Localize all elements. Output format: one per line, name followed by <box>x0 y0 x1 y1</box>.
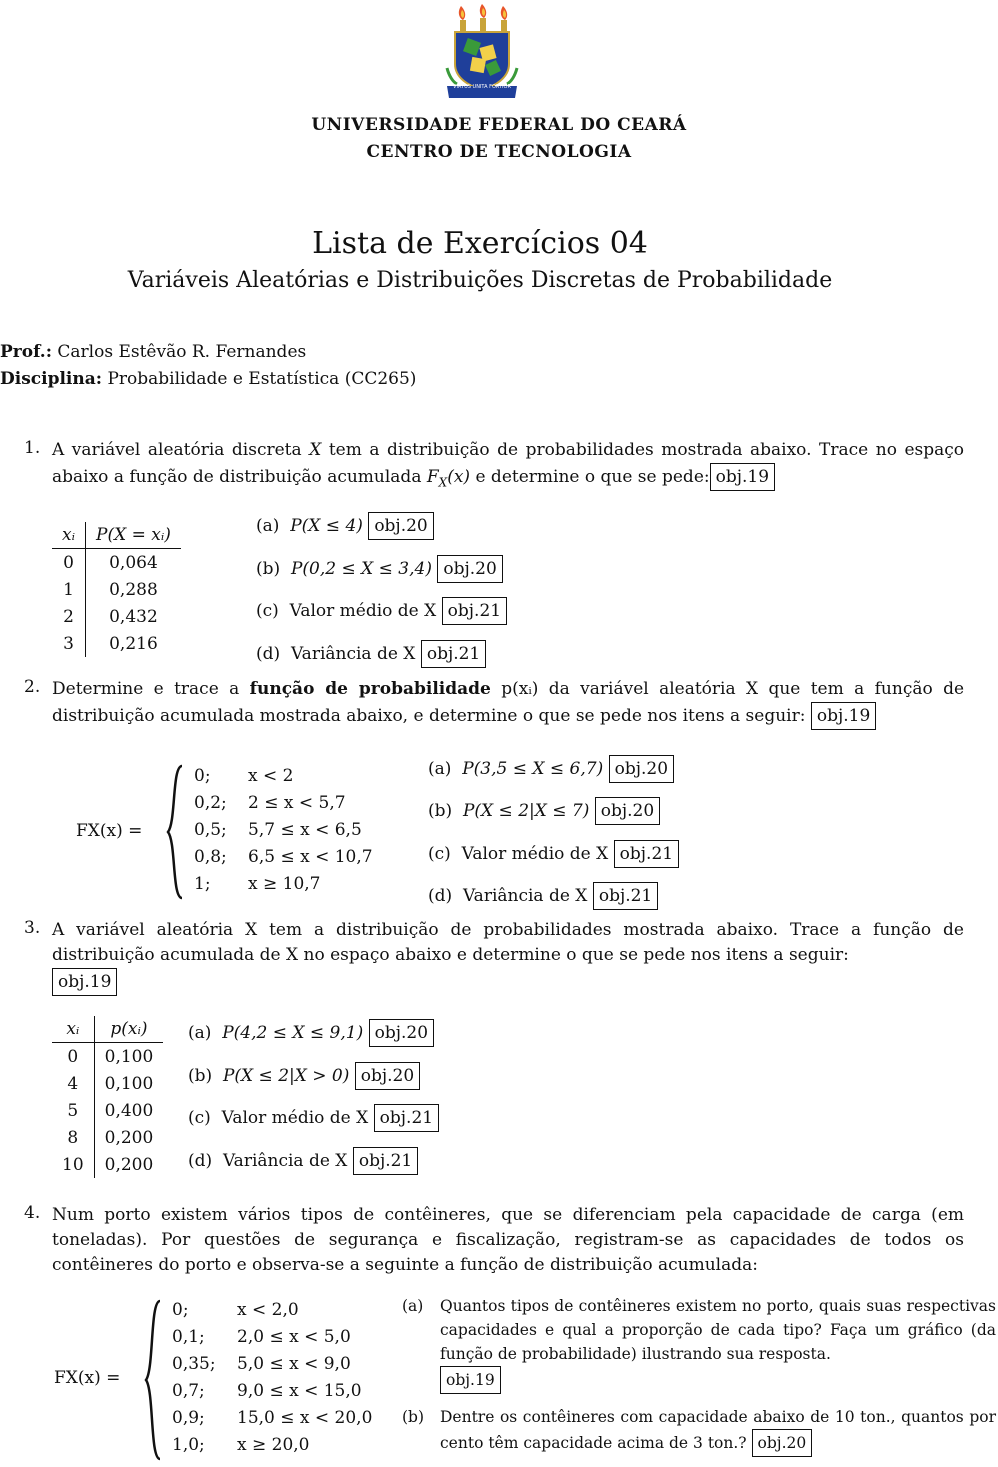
item-text: P(X ≤ 2|X > 0) <box>222 1066 350 1086</box>
q2-case-value: 1; <box>194 874 211 894</box>
table-cell: 2 <box>52 603 86 630</box>
item-label: (c) <box>428 844 451 864</box>
professor-line <box>0 342 306 362</box>
objective-badge: obj.21 <box>593 882 658 910</box>
q1-item-c <box>256 597 507 625</box>
q3-item-d <box>188 1147 418 1175</box>
q4-case-cond: 9,0 ≤ x < 15,0 <box>237 1381 362 1401</box>
center-name: CENTRO DE TECNOLOGIA <box>366 142 632 162</box>
objective-badge: obj.20 <box>437 555 502 583</box>
discipline-label: Disciplina: <box>0 369 103 389</box>
q4-case-cond: 2,0 ≤ x < 5,0 <box>237 1327 351 1347</box>
q4-case-cond: x ≥ 20,0 <box>237 1435 310 1455</box>
item-label: (c) <box>256 601 279 621</box>
q4-item-a <box>440 1294 996 1394</box>
q4-case-cond: 5,0 ≤ x < 9,0 <box>237 1354 351 1374</box>
q1-item-b <box>256 555 503 583</box>
item-label: (a) <box>256 516 280 536</box>
q2-item-b <box>428 797 660 825</box>
q2-case-value: 0,2; <box>194 793 227 813</box>
objective-badge: obj.21 <box>614 840 679 868</box>
q4-fx-label: FX(x) = <box>54 1368 121 1388</box>
item-label: (d) <box>428 886 453 906</box>
objective-badge: obj.20 <box>355 1062 420 1090</box>
q2-case-cond: x < 2 <box>248 766 294 786</box>
table-cell: 0,100 <box>104 1046 154 1067</box>
table-cell: 8 <box>52 1124 94 1151</box>
table-cell: 4 <box>52 1070 94 1097</box>
q2-fx-label: FX(x) = <box>76 821 143 841</box>
table-cell: 0,400 <box>104 1100 154 1121</box>
table-cell: 0,288 <box>109 579 158 600</box>
q1-item-d <box>256 640 486 668</box>
table-cell: 0,200 <box>104 1154 154 1175</box>
item-text: Dentre os contêineres com capacidade abaixo de 10 ton., quantos por cento têm capacidade acima de 3 ton.? <box>440 1408 996 1452</box>
q3-item-a <box>188 1019 434 1047</box>
q2-text-a: Determine e trace a <box>52 679 240 699</box>
item-text: Valor médio de X <box>461 844 609 864</box>
item-label: (d) <box>188 1151 213 1171</box>
q2-case-cond: 5,7 ≤ x < 6,5 <box>248 820 362 840</box>
q2-bold-term: função de probabilidade <box>249 679 491 699</box>
item-text: Valor médio de X <box>289 601 437 621</box>
table-header: p(xᵢ) <box>94 1016 163 1043</box>
question-number: 3. <box>24 918 41 938</box>
q4-item-a-label: (a) <box>402 1297 424 1315</box>
table-cell: 0 <box>52 549 86 577</box>
q2-case-cond: 6,5 ≤ x < 10,7 <box>248 847 373 867</box>
professor-name: Carlos Estêvão R. Fernandes <box>57 342 307 362</box>
question-number: 4. <box>24 1203 41 1223</box>
q4-case-value: 0,1; <box>172 1327 205 1347</box>
objective-badge: obj.20 <box>609 755 674 783</box>
page-subtitle: Variáveis Aleatórias e Distribuições Discretas de Probabilidade <box>127 268 833 293</box>
q4-case-value: 0,9; <box>172 1408 205 1428</box>
discipline-line <box>0 369 416 389</box>
q4-brace <box>142 1297 164 1467</box>
q3-item-c <box>188 1104 439 1132</box>
q1-probability-table <box>52 522 181 657</box>
objective-badge: obj.19 <box>52 968 117 996</box>
q2-item-c <box>428 840 679 868</box>
item-label: (a) <box>188 1023 212 1043</box>
q2-case-cond: x ≥ 10,7 <box>248 874 321 894</box>
q4-item-b <box>440 1405 996 1457</box>
table-cell: 5 <box>52 1097 94 1124</box>
objective-badge: obj.21 <box>421 640 486 668</box>
q2-item-d <box>428 882 658 910</box>
item-label: (a) <box>428 759 452 779</box>
question-number: 2. <box>24 677 41 697</box>
q2-case-value: 0,8; <box>194 847 227 867</box>
item-text: Quantos tipos de contêineres existem no porto, quais suas respectivas capacidades e qual a proporção de cada tipo? Faça um gráfico (da função de probabilidade) ilustrando sua resposta. <box>440 1297 996 1363</box>
objective-badge: obj.21 <box>442 597 507 625</box>
q1-item-a <box>256 512 434 540</box>
q2-item-a <box>428 755 674 783</box>
q2-case-value: 0; <box>194 766 211 786</box>
table-cell: 3 <box>52 630 86 657</box>
table-header: xᵢ <box>52 1016 94 1043</box>
table-cell: 0 <box>52 1043 94 1071</box>
item-label: (b) <box>428 801 453 821</box>
item-label: (b) <box>188 1066 213 1086</box>
q4-case-value: 1,0; <box>172 1435 205 1455</box>
item-text: P(4,2 ≤ X ≤ 9,1) <box>222 1023 364 1043</box>
question-1-text: A variável aleatória discreta X tem a distribuição de probabilidades mostrada abaixo. Trace no espaço abaixo a função de distribuição acumulada $F_X(x)$ e determine o que se pede: obj.19 <box>52 440 965 490</box>
item-text: Variância de X <box>462 886 588 906</box>
table-header: P(X = xᵢ) <box>86 522 181 549</box>
item-text: P(0,2 ≤ X ≤ 3,4) <box>290 559 432 579</box>
university-name: UNIVERSIDADE FEDERAL DO CEARÁ <box>311 115 687 135</box>
objective-badge: obj.19 <box>440 1366 501 1394</box>
table-cell: 0,432 <box>109 606 158 627</box>
table-cell: 10 <box>52 1151 94 1178</box>
objective-badge: obj.20 <box>369 1019 434 1047</box>
table-cell: 0,064 <box>109 552 158 573</box>
objective-badge: obj.20 <box>595 797 660 825</box>
logo-motto: VIRTUS UNITA FORTIOR <box>453 84 511 90</box>
question-4-text: Num porto existem vários tipos de contêineres, que se diferenciam pela capacidade de carga (em toneladas). Por questões de segurança e fiscalização, registram-se as capacidades de todos os contêineres do porto e observa-se a seguinte a função de distribuição acumulada: <box>52 1205 964 1275</box>
item-text: Variância de X <box>290 644 416 664</box>
q2-case-cond: 2 ≤ x < 5,7 <box>248 793 346 813</box>
q3-probability-table <box>52 1016 163 1178</box>
q4-case-value: 0; <box>172 1300 189 1320</box>
q1-text-a: A variável aleatória discreta <box>52 440 302 460</box>
q4-case-cond: x < 2,0 <box>237 1300 299 1320</box>
item-text: P(3,5 ≤ X ≤ 6,7) <box>462 759 604 779</box>
item-label: (d) <box>256 644 281 664</box>
table-cell: 1 <box>52 576 86 603</box>
q2-brace <box>164 762 186 906</box>
item-text: P(X ≤ 4) <box>290 516 363 536</box>
table-cell: 0,216 <box>109 633 158 654</box>
q2-case-value: 0,5; <box>194 820 227 840</box>
item-label: (b) <box>256 559 281 579</box>
objective-badge: obj.20 <box>368 512 433 540</box>
question-number: 1. <box>24 438 41 458</box>
table-header: xᵢ <box>52 522 86 549</box>
q4-case-cond: 15,0 ≤ x < 20,0 <box>237 1408 373 1428</box>
item-text: Variância de X <box>222 1151 348 1171</box>
q1-text-b: tem a distribuição de probabilidades mostrada abaixo. Trace no espaço abaixo a função de distribuição acumulada <box>52 440 965 487</box>
objective-badge: obj.19 <box>710 463 775 491</box>
q3-item-b <box>188 1062 420 1090</box>
question-3-text <box>52 918 964 996</box>
objective-badge: obj.21 <box>353 1147 418 1175</box>
objective-badge: obj.21 <box>374 1104 439 1132</box>
q3-text: A variável aleatória X tem a distribuição de probabilidades mostrada abaixo. Trace a função de distribuição acumulada de X no espaço abaixo e determine o que se pede nos itens a seguir: <box>52 920 964 965</box>
item-text: Valor médio de X <box>221 1108 369 1128</box>
q1-text-c: e determine o que se pede: <box>475 467 710 487</box>
professor-label: Prof.: <box>0 342 52 362</box>
discipline-name: Probabilidade e Estatística (CC265) <box>107 369 417 389</box>
table-cell: 0,100 <box>104 1073 154 1094</box>
item-text: P(X ≤ 2|X ≤ 7) <box>462 801 590 821</box>
q4-case-value: 0,35; <box>172 1354 216 1374</box>
q4-case-value: 0,7; <box>172 1381 205 1401</box>
item-label: (c) <box>188 1108 211 1128</box>
page-title: Lista de Exercícios 04 <box>312 226 648 261</box>
objective-badge: obj.19 <box>811 702 876 730</box>
question-2-text <box>52 677 964 730</box>
objective-badge: obj.20 <box>752 1429 813 1457</box>
q2-text-b: p(xᵢ) da variável aleatória X que tem a função de distribuição acumulada mostrada abaixo, e determine o que se pede nos itens a seguir: <box>52 679 965 726</box>
q4-item-b-label: (b) <box>402 1408 425 1426</box>
table-cell: 0,200 <box>104 1127 154 1148</box>
